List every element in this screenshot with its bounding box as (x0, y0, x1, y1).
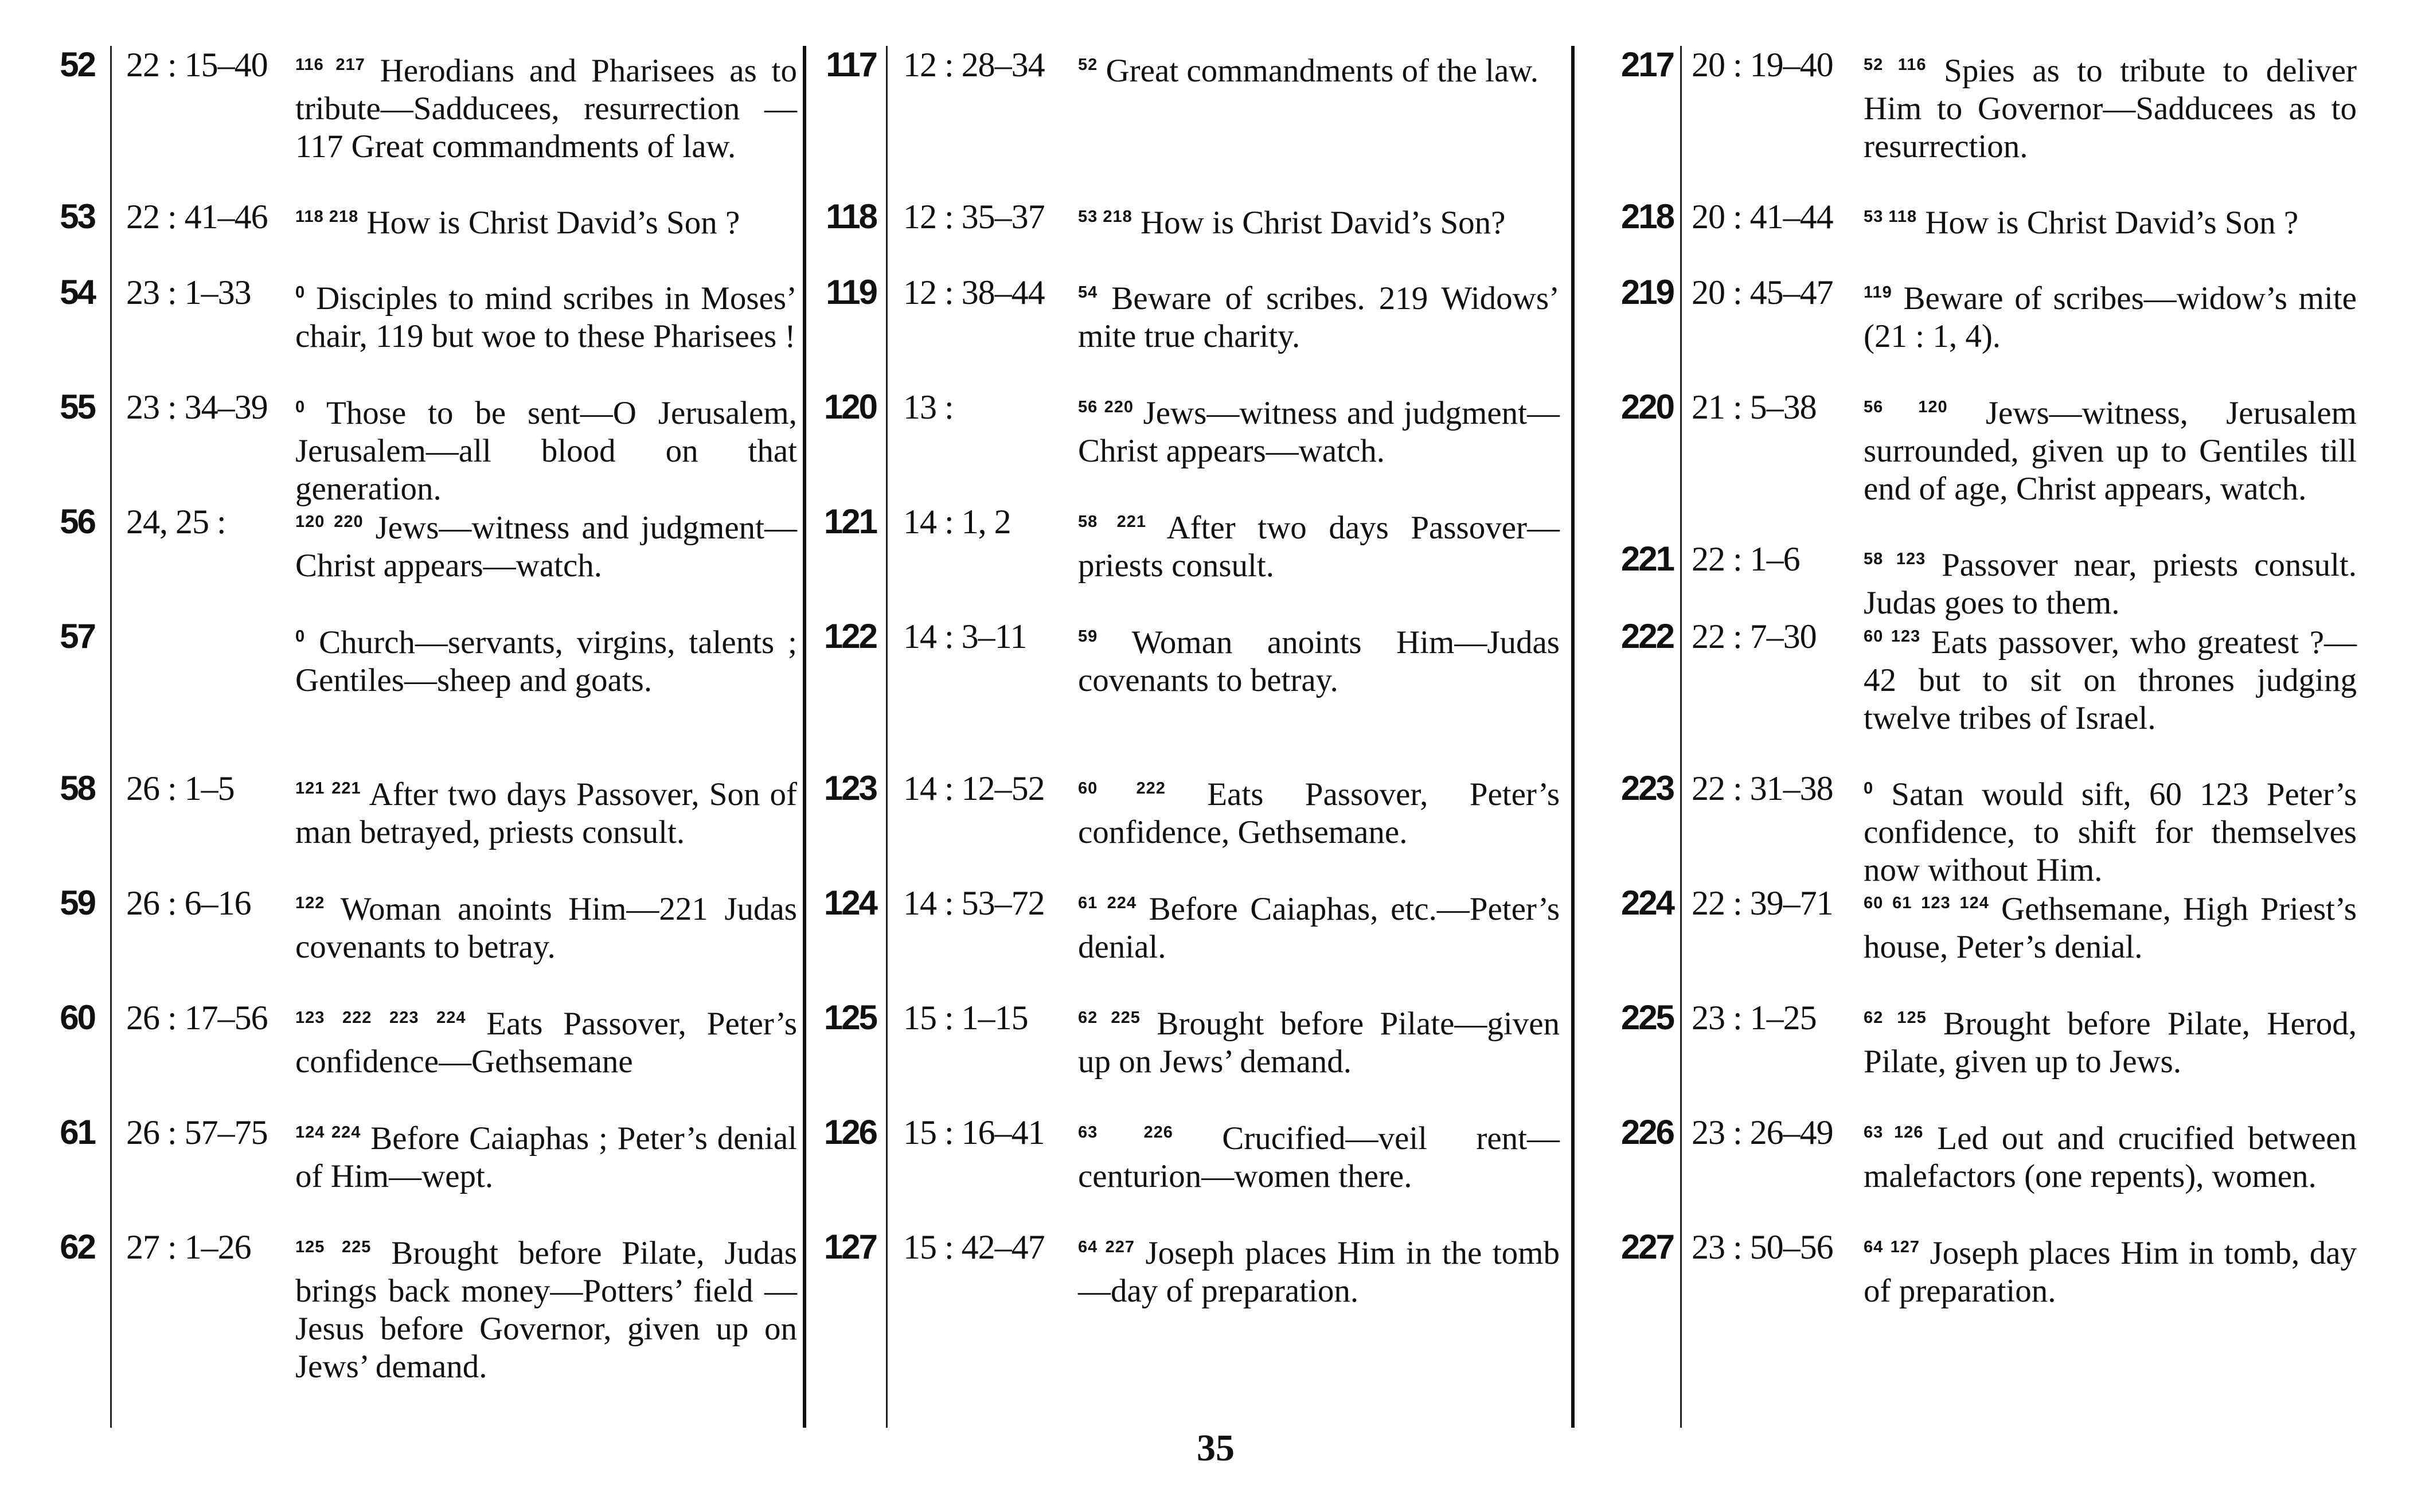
entry-description: Disciples to mind scribes in Moses’ chair, 119 but woe to these Pharisees ! (295, 280, 798, 354)
entry-description: Crucified—veil rent—centurion—women there. (1078, 1120, 1560, 1194)
cross-ref-marks: 118 218 (295, 208, 359, 226)
entry-description: Spies as to tribute to deliver Him to Governor—Sadducees as to resurrection. (1864, 53, 2357, 165)
entry-description: Eats Passover, Peter’s confidence—Gethsemane (295, 1006, 798, 1080)
entry-text (1864, 274, 2357, 355)
entry-description: Joseph places Him in tomb, day of preparation. (1864, 1235, 2357, 1309)
entry-description: Brought before Pilate, Judas brings back money—Potters’ field — Jesus before Governor, given up on Jews’ demand. (295, 1235, 797, 1385)
section-number: 127 (823, 1228, 876, 1266)
section-number: 217 (1620, 45, 1673, 84)
scripture-reference: 23 : 50–56 (1692, 1228, 1833, 1266)
section-number: 126 (823, 1113, 876, 1151)
entry-description: Eats Passover, Peter’s confidence, Gethsemane. (1078, 776, 1560, 850)
scripture-reference: 22 : 1–6 (1692, 540, 1800, 578)
cross-ref-marks: 61 224 (1078, 894, 1137, 912)
cross-ref-marks: 60 222 (1078, 779, 1166, 798)
scripture-reference: 23 : 1–25 (1692, 999, 1817, 1037)
section-number: 57 (60, 617, 95, 655)
cross-ref-marks: 0 (1864, 779, 1874, 798)
section-number: 224 (1620, 884, 1673, 922)
entry-text (1864, 1228, 2357, 1310)
entry-text (1864, 999, 2357, 1081)
entry-description: Brought before Pilate—given up on Jews’ demand. (1078, 1006, 1560, 1080)
scripture-reference: 14 : 53–72 (903, 884, 1045, 922)
entry-text (1078, 884, 1560, 966)
cross-ref-marks: 60 123 (1864, 627, 1921, 646)
entry-text (1864, 1114, 2357, 1195)
entry-description: Joseph places Him in the tomb—day of preparation. (1078, 1235, 1560, 1309)
cross-ref-marks: 122 (295, 894, 325, 912)
cross-ref-marks: 63 126 (1864, 1123, 1924, 1142)
entry-description: Jews—witness, Jerusalem surrounded, given up to Gentiles till end of age, Christ appears, watch. (1864, 395, 2357, 507)
cross-ref-marks: 58 221 (1078, 513, 1147, 531)
section-number: 56 (60, 502, 95, 541)
section-number: 121 (823, 502, 876, 541)
cross-ref-marks: 62 225 (1078, 1009, 1141, 1027)
entry-description: Passover near, priests consult. Judas goes to them. (1864, 547, 2357, 621)
entry-description: After two days Passover, Son of man betrayed, priests consult. (295, 776, 798, 850)
section-number: 226 (1620, 1113, 1673, 1151)
scripture-reference: 26 : 6–16 (126, 884, 251, 922)
entry-description: Satan would sift, 60 123 Peter’s confidence, to shift for themselves now without Him. (1864, 776, 2357, 888)
entry-description: How is Christ David’s Son ? (366, 205, 740, 241)
cross-ref-marks: 125 225 (295, 1238, 372, 1256)
entry-description: Before Caiaphas ; Peter’s denial of Him—wept. (295, 1120, 798, 1194)
section-number: 61 (60, 1113, 95, 1151)
cross-ref-marks: 62 125 (1864, 1009, 1927, 1027)
entry-description: Led out and crucified between malefactors (one repents), women. (1864, 1120, 2357, 1194)
entry-description: Great commandments of the law. (1106, 53, 1538, 89)
entry-description: How is Christ David’s Son ? (1925, 205, 2299, 241)
column-2 (803, 46, 1565, 1428)
cross-ref-marks: 123 222 223 224 (295, 1009, 466, 1027)
cross-ref-marks: 64 127 (1864, 1238, 1920, 1256)
entry-text (295, 1228, 797, 1386)
cross-ref-marks: 53 218 (1078, 208, 1132, 226)
cross-ref-marks: 60 61 123 124 (1864, 894, 1989, 912)
cross-ref-marks: 52 116 (1864, 56, 1927, 74)
scripture-reference: 15 : 16–41 (903, 1114, 1045, 1151)
cross-ref-marks: 53 118 (1864, 208, 1917, 226)
entry-description: Jews—witness and judgment—Christ appears—watch. (295, 510, 798, 584)
section-number: 221 (1620, 540, 1673, 578)
section-number: 54 (60, 273, 95, 311)
section-number: 59 (60, 884, 95, 922)
scripture-reference: 22 : 41–46 (126, 198, 268, 236)
entry-text (1078, 1114, 1560, 1195)
entry-text (1078, 769, 1560, 851)
entry-description: How is Christ David’s Son? (1140, 205, 1506, 241)
section-number: 117 (826, 45, 876, 84)
scripture-reference: 22 : 15–40 (126, 46, 268, 84)
entry-text (1078, 999, 1560, 1081)
entry-description: Brought before Pilate, Herod, Pilate, given up to Jews. (1864, 1006, 2357, 1080)
scripture-reference: 21 : 5–38 (1692, 388, 1817, 426)
scripture-reference: 26 : 57–75 (126, 1114, 268, 1151)
column-3 (1571, 46, 2362, 1428)
entry-text (1078, 1228, 1560, 1310)
section-number: 118 (826, 197, 876, 236)
scripture-reference: 14 : 3–11 (903, 618, 1027, 655)
scripture-reference: 20 : 41–44 (1692, 198, 1833, 236)
section-number: 62 (60, 1228, 95, 1266)
cross-ref-marks: 56 220 (1078, 398, 1134, 416)
scripture-reference: 23 : 26–49 (1692, 1114, 1833, 1151)
entry-description: After two days Passover—priests consult. (1078, 510, 1560, 584)
page-number: 35 (1197, 1427, 1235, 1469)
cross-ref-marks: 119 (1864, 283, 1892, 302)
cross-ref-marks: 59 (1078, 627, 1098, 646)
scripture-reference: 22 : 39–71 (1692, 884, 1833, 922)
cross-ref-marks: 64 227 (1078, 1238, 1135, 1256)
entry-text (1078, 618, 1560, 700)
entry-description: Beware of scribes—widow’s mite (21 : 1, 4). (1864, 280, 2357, 354)
scripture-reference: 12 : 38–44 (903, 274, 1045, 311)
cross-ref-marks: 58 123 (1864, 550, 1926, 568)
section-number: 125 (823, 998, 876, 1037)
section-number: 58 (60, 769, 95, 807)
section-number: 120 (823, 388, 876, 426)
entry-text (1078, 274, 1560, 355)
cross-ref-marks: 56 120 (1864, 398, 1948, 416)
entry-text (1864, 769, 2357, 889)
entry-text (1864, 46, 2357, 166)
cross-ref-marks: 120 220 (295, 513, 364, 531)
section-number: 218 (1620, 197, 1673, 236)
entry-text (295, 46, 797, 166)
entry-description: Church—servants, virgins, talents ; Gentiles—sheep and goats. (295, 624, 798, 698)
scripture-reference: 12 : 28–34 (903, 46, 1045, 84)
entry-description: Woman anoints Him—221 Judas covenants to betray. (295, 891, 797, 965)
entry-description: Beware of scribes. 219 Widows’ mite true charity. (1078, 280, 1560, 354)
section-number: 225 (1620, 998, 1673, 1037)
entry-text (1864, 884, 2357, 966)
scripture-reference: 20 : 45–47 (1692, 274, 1833, 311)
entry-text (1864, 540, 2357, 622)
entry-text (295, 388, 797, 508)
entry-text (1864, 198, 2357, 242)
cross-ref-marks: 54 (1078, 283, 1098, 302)
scripture-reference: 26 : 17–56 (126, 999, 268, 1037)
entry-text (295, 198, 797, 242)
section-number: 52 (60, 45, 95, 84)
cross-ref-marks: 63 226 (1078, 1123, 1173, 1142)
cross-ref-marks: 0 (295, 283, 306, 302)
section-number: 220 (1620, 388, 1673, 426)
entry-text (295, 503, 797, 585)
scripture-reference: 27 : 1–26 (126, 1228, 251, 1266)
section-number: 55 (60, 388, 95, 426)
scripture-reference: 20 : 19–40 (1692, 46, 1833, 84)
scripture-reference: 15 : 42–47 (903, 1228, 1045, 1266)
section-number: 119 (826, 273, 876, 311)
section-number: 53 (60, 197, 95, 236)
entry-description: Before Caiaphas, etc.—Peter’s denial. (1078, 891, 1560, 965)
entry-description: Jews—witness and judgment—Christ appears—watch. (1078, 395, 1560, 469)
entry-text (295, 999, 797, 1081)
scripture-reference: 14 : 12–52 (903, 769, 1045, 807)
section-number: 227 (1620, 1228, 1673, 1266)
section-number: 60 (60, 998, 95, 1037)
entry-text (295, 274, 797, 355)
scripture-reference: 14 : 1, 2 (903, 503, 1011, 541)
entry-text (1864, 388, 2357, 508)
entry-text (1078, 503, 1560, 585)
entry-description: Herodians and Pharisees as to tribute—Sadducees, resurrection — 117 Great commandments of law. (295, 53, 797, 165)
cross-ref-marks: 0 (295, 627, 306, 646)
section-number: 223 (1620, 769, 1673, 807)
entry-text (295, 769, 797, 851)
cross-ref-marks: 121 221 (295, 779, 361, 798)
entry-text (1078, 46, 1560, 90)
entry-text (295, 884, 797, 966)
scripture-reference: 24, 25 : (126, 503, 226, 541)
cross-ref-marks: 116 217 (295, 56, 365, 74)
entry-text (1078, 388, 1560, 470)
entry-description: Those to be sent—O Jerusalem, Jerusalem—all blood on that generation. (295, 395, 797, 507)
entry-text (295, 1114, 797, 1195)
entry-text (1078, 198, 1560, 242)
scripture-reference: 12 : 35–37 (903, 198, 1045, 236)
section-number: 123 (823, 769, 876, 807)
scripture-reference: 23 : 1–33 (126, 274, 251, 311)
entry-description: Gethsemane, High Priest’s house, Peter’s denial. (1864, 891, 2357, 965)
scripture-reference: 23 : 34–39 (126, 388, 268, 426)
cross-ref-marks: 0 (295, 398, 306, 416)
section-number: 222 (1620, 617, 1673, 655)
scripture-reference: 13 : (903, 388, 954, 426)
cross-ref-marks: 124 224 (295, 1123, 361, 1142)
cross-ref-marks: 52 (1078, 56, 1098, 74)
section-number: 122 (823, 617, 876, 655)
entry-description: Eats passover, who greatest ?—42 but to sit on thrones judging twelve tribes of Israel. (1864, 624, 2357, 736)
scripture-reference: 22 : 7–30 (1692, 618, 1817, 655)
column-1 (46, 46, 803, 1428)
entry-text (1864, 618, 2357, 737)
entry-description: Woman anoints Him—Judas covenants to betray. (1078, 624, 1560, 698)
scripture-reference: 22 : 31–38 (1692, 769, 1833, 807)
section-number: 219 (1620, 273, 1673, 311)
entry-text (295, 618, 797, 700)
scripture-reference: 15 : 1–15 (903, 999, 1028, 1037)
section-number: 124 (823, 884, 876, 922)
scripture-reference: 26 : 1–5 (126, 769, 235, 807)
